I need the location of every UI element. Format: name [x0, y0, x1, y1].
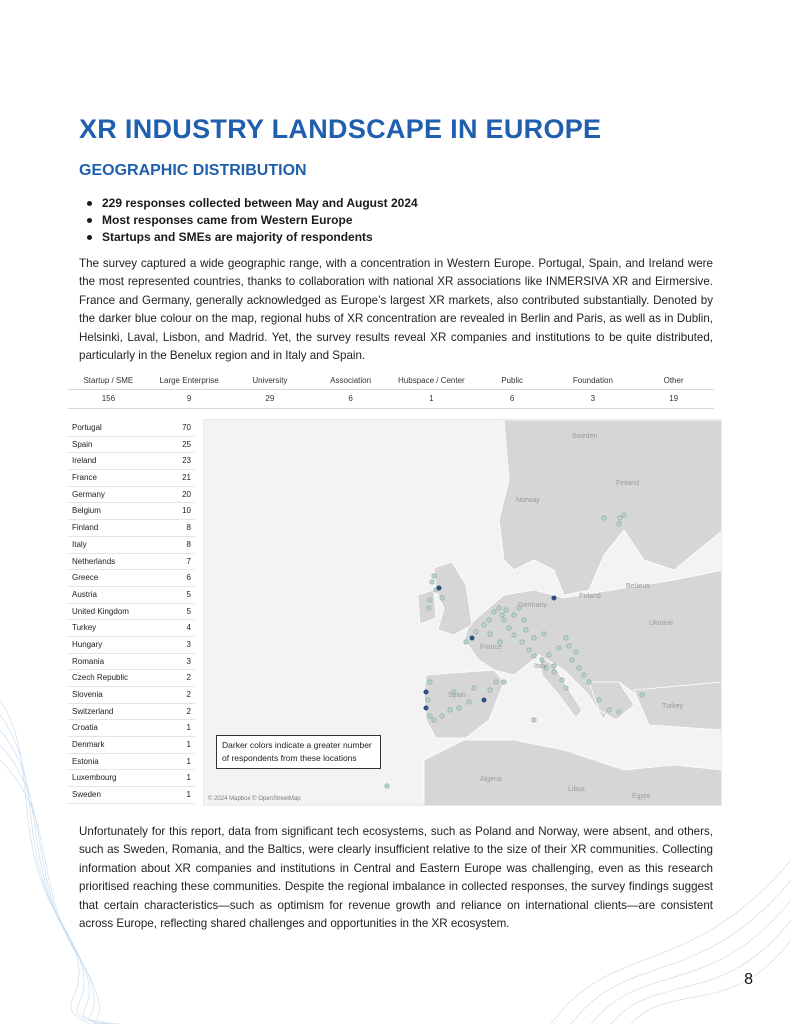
respondent-marker[interactable]: [597, 698, 601, 702]
country-count: 70: [182, 423, 191, 432]
respondent-marker[interactable]: [472, 686, 476, 690]
page-number: 8: [744, 971, 753, 988]
country-count: 23: [182, 456, 191, 466]
respondent-marker[interactable]: [457, 706, 461, 710]
table-row: [68, 554, 195, 571]
table-row: [68, 420, 195, 437]
column-header: Association: [330, 376, 372, 385]
respondent-marker[interactable]: [552, 596, 556, 600]
respondent-marker[interactable]: [564, 636, 568, 640]
table-row: [68, 604, 195, 621]
respondent-marker[interactable]: [482, 698, 486, 702]
respondent-marker[interactable]: [487, 618, 491, 622]
column-header: University: [252, 376, 288, 385]
respondent-marker[interactable]: [577, 666, 581, 670]
intro-paragraph: The survey captured a wide geographic range, with a concentration in Western Europe. Portugal, Spain, and Ireland were the most represented countries, thanks to collaboration with national XR associations like INMERSIVA XR and Eirmersive. France and Germany, generally acknowledged as Europe’s largest XR markets, also contributed substantially. Denoted by the darker blue colour on the map, regional hubs of XR concentration are revealed in Berlin and Paris, as well as in Dublin, Helsinki, Laval, Lisbon, and Madrid. Yet, the survey results reveal XR companies and institutions to be quite distributed, particularly in the Benelux region and in Italy and Spain.: [79, 257, 713, 363]
bullet-item: 229 responses collected between May and August 2024: [102, 196, 418, 210]
respondent-marker[interactable]: [464, 640, 468, 644]
respondent-marker[interactable]: [524, 628, 528, 632]
country-count: 1: [186, 773, 191, 783]
map-label-norway: Norway: [516, 497, 540, 504]
respondent-marker[interactable]: [582, 673, 586, 677]
land-scandinavia: [499, 420, 722, 595]
respondent-marker[interactable]: [428, 680, 432, 684]
country-name: Switzerland: [72, 706, 114, 716]
map-label-egypt: Egypt: [632, 793, 650, 800]
country-name: Austria: [72, 589, 97, 599]
country-count: 5: [186, 606, 191, 616]
respondent-marker[interactable]: [532, 636, 536, 640]
column-header: Hubspace / Center: [398, 376, 465, 385]
column-header: Public: [501, 376, 524, 385]
table-row: [68, 503, 195, 520]
respondent-marker[interactable]: [522, 618, 526, 622]
respondent-marker[interactable]: [437, 586, 441, 590]
respondent-map[interactable]: [203, 419, 722, 806]
respondent-marker[interactable]: [512, 613, 516, 617]
respondent-marker[interactable]: [507, 626, 511, 630]
respondent-marker[interactable]: [602, 516, 606, 520]
country-name: Belgium: [72, 506, 101, 516]
country-name: Ireland: [72, 456, 97, 466]
respondent-marker[interactable]: [497, 606, 501, 610]
respondent-marker[interactable]: [467, 700, 471, 704]
country-count: 8: [186, 523, 191, 533]
respondent-marker[interactable]: [547, 653, 551, 657]
country-count: 2: [186, 673, 191, 683]
land-iberia: [424, 670, 504, 738]
respondent-marker[interactable]: [504, 608, 508, 612]
country-name: Spain: [72, 439, 93, 449]
respondent-marker[interactable]: [618, 516, 622, 520]
respondent-marker[interactable]: [500, 613, 504, 617]
map-label-turkey: Turkey: [662, 703, 684, 710]
respondent-marker[interactable]: [424, 690, 428, 694]
map-label-belarus: Belarus: [626, 583, 650, 590]
respondent-marker[interactable]: [502, 618, 506, 622]
respondent-marker[interactable]: [432, 574, 436, 578]
map-label-germany: Germany: [518, 602, 547, 609]
respondent-marker[interactable]: [428, 598, 432, 602]
table-row: [68, 587, 195, 604]
country-name: Sweden: [72, 790, 101, 800]
respondent-marker[interactable]: [430, 580, 434, 584]
country-name: United Kingdom: [72, 606, 129, 616]
country-name: Denmark: [72, 740, 105, 750]
map-legend-note: Darker colors indicate a greater number of respondents from these locations: [216, 735, 381, 769]
country-name: Slovenia: [72, 690, 103, 699]
map-label-libya: Libya: [568, 786, 585, 793]
table-cell: 6: [348, 394, 353, 403]
table-cell: 156: [101, 394, 116, 403]
respondent-marker[interactable]: [488, 632, 492, 636]
table-row: [68, 704, 195, 721]
table-row: [68, 754, 195, 771]
map-label-poland: Poland: [579, 593, 601, 600]
column-header: Large Enterprise: [159, 376, 219, 385]
table-row: [68, 520, 195, 537]
country-name: Netherlands: [72, 556, 116, 566]
respondent-marker[interactable]: [482, 623, 486, 627]
respondent-marker[interactable]: [532, 654, 536, 658]
respondent-marker[interactable]: [470, 636, 474, 640]
country-name: Croatia: [72, 723, 98, 733]
respondent-marker[interactable]: [587, 680, 591, 684]
table-row: [68, 537, 195, 554]
respondent-marker[interactable]: [440, 596, 444, 600]
respondent-marker[interactable]: [570, 658, 574, 662]
table-row: [68, 470, 195, 487]
section-subtitle: GEOGRAPHIC DISTRIBUTION: [79, 162, 307, 179]
organisation-type-header-row: [68, 374, 714, 390]
map-label-italy: Italy: [534, 663, 547, 670]
respondent-marker[interactable]: [448, 708, 452, 712]
respondent-marker[interactable]: [494, 680, 498, 684]
respondent-marker[interactable]: [474, 630, 478, 634]
closing-paragraph: Unfortunately for this report, data from significant tech ecosystems, such as Poland and Norway, were absent, and others, such as Sweden, Romania, and the Baltics, were clearly insufficient relative to the size of their XR communities. Collecting information about XR companies and institutions in Central and Eastern Europe was challenging, even as this research prioritised reaching these communities. Despite the regional imbalance in collected responses, the survey findings suggest that certain characteristics—such as optimism for revenue growth and reliance on international clients—are consistent across Europe, reflecting shared challenges and opportunities in the XR ecosystem.: [79, 825, 713, 931]
table-row: [68, 787, 195, 804]
country-name: Finland: [72, 523, 99, 533]
country-name: Czech Republic: [72, 673, 129, 683]
respondent-marker[interactable]: [492, 610, 496, 614]
country-count: 7: [186, 556, 191, 566]
respondent-marker[interactable]: [427, 606, 431, 610]
respondent-marker[interactable]: [502, 680, 506, 684]
respondent-marker[interactable]: [424, 706, 428, 710]
country-name: Italy: [72, 539, 87, 549]
country-count: 2: [186, 690, 191, 699]
page-title: XR INDUSTRY LANDSCAPE IN EUROPE: [79, 114, 602, 144]
table-row: [68, 453, 195, 470]
table-row: [68, 737, 195, 754]
country-count: 25: [182, 439, 191, 449]
country-count: 8: [186, 539, 191, 549]
respondent-marker[interactable]: [488, 688, 492, 692]
table-row: [68, 687, 195, 704]
country-count: 1: [186, 756, 191, 766]
table-cell: 3: [590, 394, 596, 403]
respondent-marker[interactable]: [574, 650, 578, 654]
country-name: France: [72, 473, 97, 483]
land-north-africa: [424, 740, 722, 806]
respondent-marker[interactable]: [552, 664, 556, 668]
table-cell: 9: [186, 394, 192, 403]
country-count: 1: [186, 740, 191, 750]
country-name: Greece: [72, 573, 99, 583]
respondent-marker[interactable]: [552, 670, 556, 674]
respondent-marker[interactable]: [426, 698, 430, 702]
respondent-marker[interactable]: [432, 718, 436, 722]
respondent-marker[interactable]: [567, 644, 571, 648]
respondent-marker[interactable]: [622, 513, 626, 517]
table-row: [68, 620, 195, 637]
bullet-item: Most responses came from Western Europe: [100, 212, 418, 229]
respondent-marker[interactable]: [540, 658, 544, 662]
table-row: [68, 670, 195, 687]
country-count: 3: [186, 656, 191, 666]
table-cell: 19: [669, 394, 679, 403]
map-label-algeria: Algeria: [480, 776, 502, 783]
respondent-marker[interactable]: [564, 686, 568, 690]
country-name: Germany: [72, 489, 105, 499]
country-count: 2: [186, 706, 191, 716]
respondent-marker[interactable]: [607, 708, 611, 712]
country-count: 5: [186, 589, 191, 599]
table-row: [68, 437, 195, 454]
table-row: [68, 654, 195, 671]
map-attribution[interactable]: © 2024 Mapbox © OpenStreetMap: [208, 796, 301, 802]
country-name: Portugal: [72, 423, 102, 432]
map-label-ukraine: Ukraine: [649, 620, 674, 627]
map-label-finland: Finland: [616, 480, 639, 487]
column-header: Foundation: [572, 376, 613, 385]
map-label-sweden: Sweden: [572, 433, 598, 440]
country-count: 6: [186, 573, 191, 583]
country-count: 10: [182, 506, 191, 516]
country-count: 21: [182, 473, 191, 483]
respondent-marker[interactable]: [617, 710, 621, 714]
respondent-marker[interactable]: [532, 718, 536, 722]
table-row: [68, 570, 195, 587]
organisation-type-value-row: [68, 390, 714, 408]
respondent-marker[interactable]: [440, 714, 444, 718]
respondent-marker[interactable]: [520, 640, 524, 644]
country-name: Estonia: [72, 756, 99, 766]
key-findings-list: [100, 195, 418, 246]
respondent-marker[interactable]: [617, 522, 621, 526]
country-name: Turkey: [72, 623, 97, 633]
table-cell: 6: [509, 394, 515, 403]
table-row: [68, 637, 195, 654]
respondent-marker[interactable]: [385, 784, 389, 788]
table-row: [68, 720, 195, 737]
country-count: 1: [186, 723, 191, 733]
table-row: [68, 487, 195, 504]
respondent-marker[interactable]: [428, 714, 432, 718]
table-row: [68, 770, 195, 787]
map-label-france: France: [480, 644, 502, 651]
respondent-marker[interactable]: [640, 693, 644, 697]
table-cell: 29: [265, 394, 275, 403]
country-count: 20: [182, 489, 191, 499]
country-count: 1: [186, 790, 191, 800]
country-count: 3: [186, 639, 191, 649]
country-count-table: [68, 420, 195, 804]
country-name: Luxembourg: [72, 773, 117, 783]
organisation-type-table: [68, 374, 714, 409]
respondent-marker[interactable]: [512, 633, 516, 637]
table-cell: 1: [429, 394, 434, 403]
respondent-marker[interactable]: [557, 646, 561, 650]
column-header: Other: [663, 376, 684, 385]
country-name: Hungary: [72, 639, 103, 649]
respondent-marker[interactable]: [527, 648, 531, 652]
respondent-marker[interactable]: [542, 632, 546, 636]
map-label-spain: Spain: [448, 692, 466, 699]
bullet-item: Startups and SMEs are majority of respondents: [100, 229, 418, 246]
country-count: 4: [186, 623, 191, 633]
country-name: Romania: [72, 656, 105, 666]
respondent-marker[interactable]: [560, 678, 564, 682]
column-header: Startup / SME: [83, 376, 134, 385]
